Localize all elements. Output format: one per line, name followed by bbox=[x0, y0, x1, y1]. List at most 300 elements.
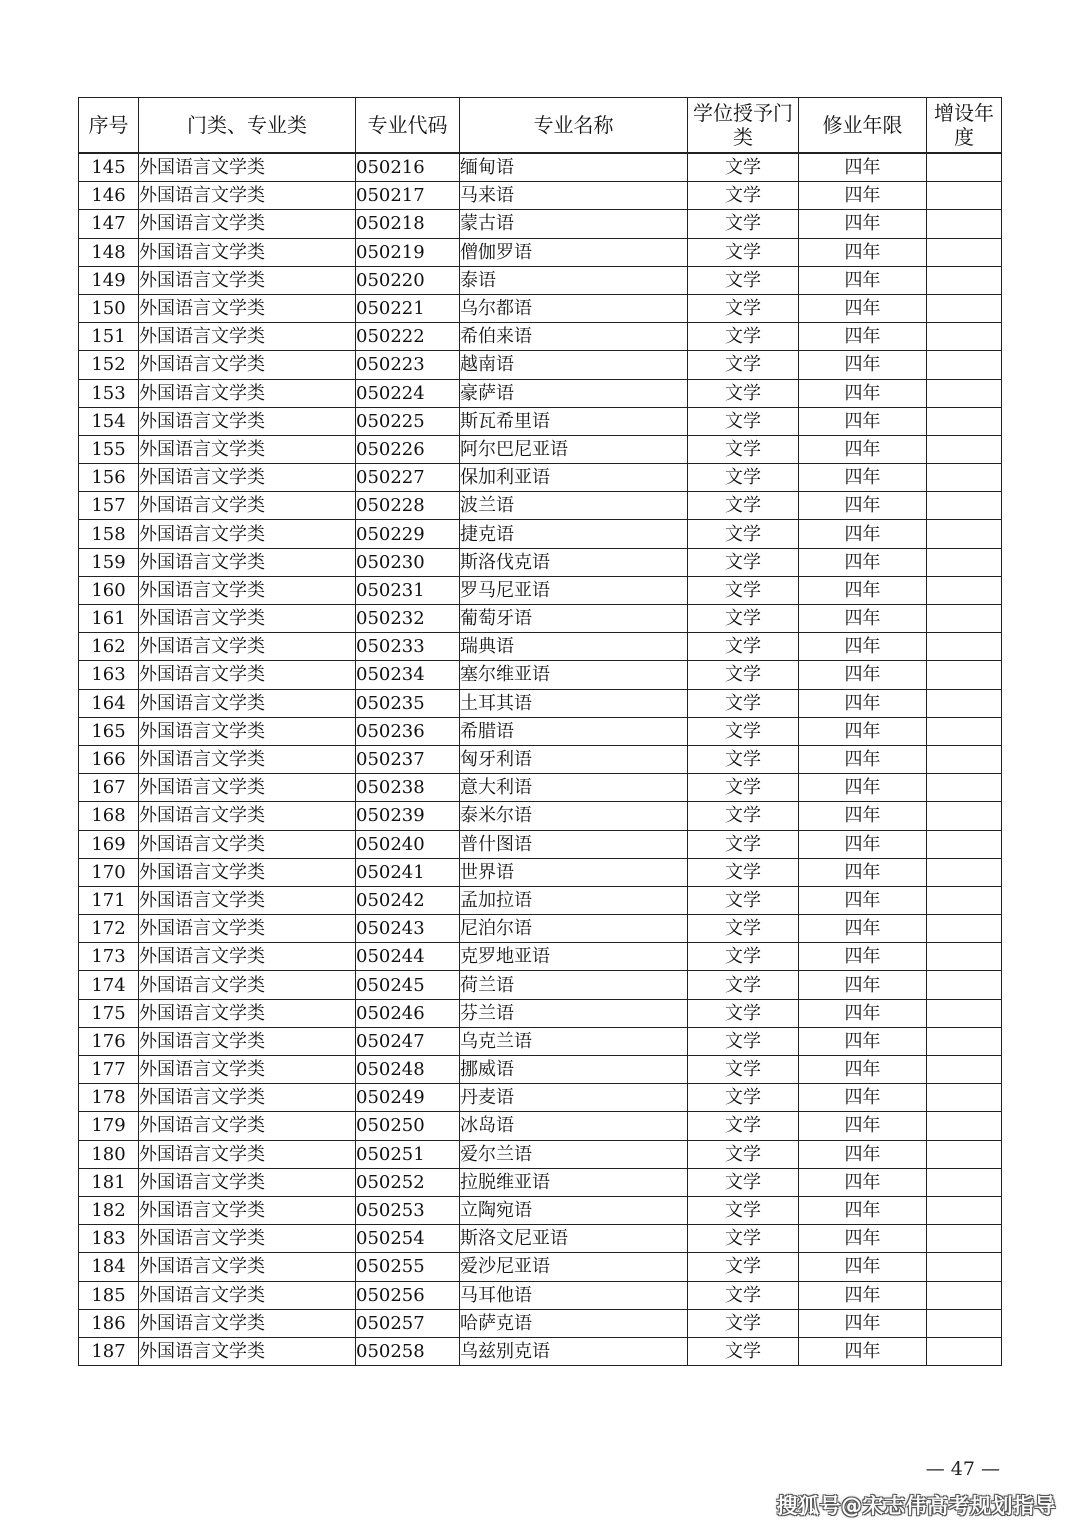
cell-code: 050238 bbox=[356, 774, 460, 802]
cell-name: 马耳他语 bbox=[460, 1281, 688, 1309]
cell-added bbox=[927, 210, 1002, 238]
cell-seq: 156 bbox=[79, 464, 139, 492]
cell-degree: 文学 bbox=[688, 1337, 799, 1365]
cell-seq: 149 bbox=[79, 266, 139, 294]
cell-degree: 文学 bbox=[688, 1084, 799, 1112]
cell-years: 四年 bbox=[799, 266, 927, 294]
cell-seq: 151 bbox=[79, 323, 139, 351]
table-row bbox=[79, 182, 1002, 210]
table-row bbox=[79, 689, 1002, 717]
cell-name: 蒙古语 bbox=[460, 210, 688, 238]
cell-years: 四年 bbox=[799, 435, 927, 463]
table-row bbox=[79, 774, 1002, 802]
cell-years: 四年 bbox=[799, 210, 927, 238]
cell-degree: 文学 bbox=[688, 464, 799, 492]
cell-code: 050253 bbox=[356, 1196, 460, 1224]
cell-seq: 184 bbox=[79, 1253, 139, 1281]
cell-name: 乌兹别克语 bbox=[460, 1337, 688, 1365]
cell-seq: 153 bbox=[79, 379, 139, 407]
cell-name: 丹麦语 bbox=[460, 1084, 688, 1112]
table-row bbox=[79, 943, 1002, 971]
cell-category: 外国语言文学类 bbox=[139, 351, 356, 379]
cell-seq: 179 bbox=[79, 1112, 139, 1140]
cell-degree: 文学 bbox=[688, 407, 799, 435]
cell-code: 050257 bbox=[356, 1309, 460, 1337]
cell-category: 外国语言文学类 bbox=[139, 802, 356, 830]
cell-code: 050248 bbox=[356, 1056, 460, 1084]
cell-years: 四年 bbox=[799, 774, 927, 802]
cell-years: 四年 bbox=[799, 1225, 927, 1253]
table-row bbox=[79, 1112, 1002, 1140]
cell-years: 四年 bbox=[799, 717, 927, 745]
cell-seq: 161 bbox=[79, 605, 139, 633]
cell-years: 四年 bbox=[799, 520, 927, 548]
cell-category: 外国语言文学类 bbox=[139, 774, 356, 802]
cell-years: 四年 bbox=[799, 1281, 927, 1309]
major-catalog-table bbox=[78, 97, 1002, 1366]
cell-seq: 186 bbox=[79, 1309, 139, 1337]
cell-seq: 160 bbox=[79, 576, 139, 604]
table-row bbox=[79, 153, 1002, 182]
header-name: 专业名称 bbox=[460, 98, 688, 154]
cell-seq: 177 bbox=[79, 1056, 139, 1084]
cell-degree: 文学 bbox=[688, 323, 799, 351]
cell-name: 豪萨语 bbox=[460, 379, 688, 407]
cell-degree: 文学 bbox=[688, 830, 799, 858]
cell-category: 外国语言文学类 bbox=[139, 633, 356, 661]
cell-years: 四年 bbox=[799, 999, 927, 1027]
cell-name: 斯洛文尼亚语 bbox=[460, 1225, 688, 1253]
cell-code: 050219 bbox=[356, 238, 460, 266]
cell-category: 外国语言文学类 bbox=[139, 464, 356, 492]
cell-name: 僧伽罗语 bbox=[460, 238, 688, 266]
cell-seq: 165 bbox=[79, 717, 139, 745]
cell-years: 四年 bbox=[799, 605, 927, 633]
cell-code: 050236 bbox=[356, 717, 460, 745]
cell-category: 外国语言文学类 bbox=[139, 745, 356, 773]
cell-seq: 154 bbox=[79, 407, 139, 435]
cell-name: 希伯来语 bbox=[460, 323, 688, 351]
cell-name: 土耳其语 bbox=[460, 689, 688, 717]
cell-added bbox=[927, 858, 1002, 886]
cell-degree: 文学 bbox=[688, 943, 799, 971]
table-row bbox=[79, 492, 1002, 520]
cell-code: 050243 bbox=[356, 915, 460, 943]
cell-name: 保加利亚语 bbox=[460, 464, 688, 492]
cell-code: 050246 bbox=[356, 999, 460, 1027]
cell-seq: 146 bbox=[79, 182, 139, 210]
cell-years: 四年 bbox=[799, 1309, 927, 1337]
cell-code: 050239 bbox=[356, 802, 460, 830]
table-row bbox=[79, 464, 1002, 492]
table-row bbox=[79, 633, 1002, 661]
cell-category: 外国语言文学类 bbox=[139, 605, 356, 633]
cell-degree: 文学 bbox=[688, 661, 799, 689]
header-degree: 学位授予门类 bbox=[688, 98, 799, 154]
cell-degree: 文学 bbox=[688, 492, 799, 520]
cell-code: 050232 bbox=[356, 605, 460, 633]
cell-code: 050233 bbox=[356, 633, 460, 661]
cell-added bbox=[927, 1337, 1002, 1365]
cell-category: 外国语言文学类 bbox=[139, 492, 356, 520]
table-row bbox=[79, 1309, 1002, 1337]
cell-name: 葡萄牙语 bbox=[460, 605, 688, 633]
cell-seq: 162 bbox=[79, 633, 139, 661]
cell-degree: 文学 bbox=[688, 210, 799, 238]
cell-category: 外国语言文学类 bbox=[139, 210, 356, 238]
table-row bbox=[79, 1056, 1002, 1084]
cell-name: 立陶宛语 bbox=[460, 1196, 688, 1224]
table-row bbox=[79, 520, 1002, 548]
table-row bbox=[79, 915, 1002, 943]
cell-years: 四年 bbox=[799, 238, 927, 266]
cell-degree: 文学 bbox=[688, 294, 799, 322]
cell-seq: 155 bbox=[79, 435, 139, 463]
cell-category: 外国语言文学类 bbox=[139, 689, 356, 717]
table-body bbox=[79, 153, 1002, 1366]
cell-degree: 文学 bbox=[688, 520, 799, 548]
cell-years: 四年 bbox=[799, 661, 927, 689]
cell-seq: 170 bbox=[79, 858, 139, 886]
cell-years: 四年 bbox=[799, 576, 927, 604]
cell-category: 外国语言文学类 bbox=[139, 182, 356, 210]
cell-years: 四年 bbox=[799, 1253, 927, 1281]
cell-category: 外国语言文学类 bbox=[139, 1140, 356, 1168]
table-row bbox=[79, 576, 1002, 604]
cell-code: 050247 bbox=[356, 1027, 460, 1055]
cell-code: 050235 bbox=[356, 689, 460, 717]
cell-seq: 180 bbox=[79, 1140, 139, 1168]
cell-category: 外国语言文学类 bbox=[139, 1225, 356, 1253]
cell-degree: 文学 bbox=[688, 1027, 799, 1055]
cell-degree: 文学 bbox=[688, 435, 799, 463]
table-row bbox=[79, 1027, 1002, 1055]
table-row bbox=[79, 435, 1002, 463]
cell-years: 四年 bbox=[799, 294, 927, 322]
cell-added bbox=[927, 266, 1002, 294]
cell-years: 四年 bbox=[799, 858, 927, 886]
cell-seq: 147 bbox=[79, 210, 139, 238]
cell-code: 050244 bbox=[356, 943, 460, 971]
cell-name: 爱沙尼亚语 bbox=[460, 1253, 688, 1281]
cell-degree: 文学 bbox=[688, 1281, 799, 1309]
cell-name: 意大利语 bbox=[460, 774, 688, 802]
table-row bbox=[79, 802, 1002, 830]
cell-degree: 文学 bbox=[688, 1225, 799, 1253]
cell-seq: 158 bbox=[79, 520, 139, 548]
cell-seq: 174 bbox=[79, 971, 139, 999]
cell-years: 四年 bbox=[799, 1168, 927, 1196]
table-row bbox=[79, 1225, 1002, 1253]
table-row bbox=[79, 548, 1002, 576]
cell-added bbox=[927, 323, 1002, 351]
table-row bbox=[79, 605, 1002, 633]
cell-code: 050217 bbox=[356, 182, 460, 210]
cell-category: 外国语言文学类 bbox=[139, 1084, 356, 1112]
cell-added bbox=[927, 774, 1002, 802]
cell-code: 050228 bbox=[356, 492, 460, 520]
cell-category: 外国语言文学类 bbox=[139, 379, 356, 407]
cell-years: 四年 bbox=[799, 492, 927, 520]
cell-added bbox=[927, 689, 1002, 717]
cell-degree: 文学 bbox=[688, 717, 799, 745]
cell-code: 050252 bbox=[356, 1168, 460, 1196]
cell-category: 外国语言文学类 bbox=[139, 1112, 356, 1140]
header-added: 增设年度 bbox=[927, 98, 1002, 154]
table-row bbox=[79, 1140, 1002, 1168]
cell-degree: 文学 bbox=[688, 745, 799, 773]
cell-category: 外国语言文学类 bbox=[139, 1309, 356, 1337]
cell-category: 外国语言文学类 bbox=[139, 1027, 356, 1055]
cell-years: 四年 bbox=[799, 1084, 927, 1112]
cell-category: 外国语言文学类 bbox=[139, 1168, 356, 1196]
cell-added bbox=[927, 576, 1002, 604]
cell-category: 外国语言文学类 bbox=[139, 943, 356, 971]
cell-category: 外国语言文学类 bbox=[139, 1253, 356, 1281]
cell-seq: 187 bbox=[79, 1337, 139, 1365]
cell-name: 塞尔维亚语 bbox=[460, 661, 688, 689]
cell-degree: 文学 bbox=[688, 802, 799, 830]
cell-added bbox=[927, 238, 1002, 266]
cell-degree: 文学 bbox=[688, 1196, 799, 1224]
cell-degree: 文学 bbox=[688, 1112, 799, 1140]
cell-degree: 文学 bbox=[688, 999, 799, 1027]
cell-added bbox=[927, 915, 1002, 943]
header-years: 修业年限 bbox=[799, 98, 927, 154]
cell-name: 马来语 bbox=[460, 182, 688, 210]
cell-years: 四年 bbox=[799, 351, 927, 379]
cell-years: 四年 bbox=[799, 802, 927, 830]
cell-added bbox=[927, 999, 1002, 1027]
cell-seq: 183 bbox=[79, 1225, 139, 1253]
cell-added bbox=[927, 633, 1002, 661]
cell-name: 波兰语 bbox=[460, 492, 688, 520]
cell-name: 荷兰语 bbox=[460, 971, 688, 999]
cell-category: 外国语言文学类 bbox=[139, 435, 356, 463]
table-row bbox=[79, 1281, 1002, 1309]
table-row bbox=[79, 971, 1002, 999]
cell-category: 外国语言文学类 bbox=[139, 576, 356, 604]
cell-code: 050226 bbox=[356, 435, 460, 463]
cell-seq: 152 bbox=[79, 351, 139, 379]
table-row bbox=[79, 1084, 1002, 1112]
cell-name: 乌尔都语 bbox=[460, 294, 688, 322]
cell-years: 四年 bbox=[799, 323, 927, 351]
cell-added bbox=[927, 1084, 1002, 1112]
cell-years: 四年 bbox=[799, 1196, 927, 1224]
cell-code: 050230 bbox=[356, 548, 460, 576]
cell-seq: 171 bbox=[79, 886, 139, 914]
cell-added bbox=[927, 971, 1002, 999]
cell-added bbox=[927, 1309, 1002, 1337]
cell-added bbox=[927, 407, 1002, 435]
cell-years: 四年 bbox=[799, 153, 927, 182]
cell-added bbox=[927, 717, 1002, 745]
cell-years: 四年 bbox=[799, 464, 927, 492]
cell-name: 瑞典语 bbox=[460, 633, 688, 661]
cell-category: 外国语言文学类 bbox=[139, 915, 356, 943]
table-row bbox=[79, 266, 1002, 294]
cell-added bbox=[927, 379, 1002, 407]
cell-seq: 145 bbox=[79, 153, 139, 182]
cell-code: 050227 bbox=[356, 464, 460, 492]
cell-added bbox=[927, 1027, 1002, 1055]
cell-degree: 文学 bbox=[688, 886, 799, 914]
cell-code: 050240 bbox=[356, 830, 460, 858]
cell-code: 050223 bbox=[356, 351, 460, 379]
cell-degree: 文学 bbox=[688, 576, 799, 604]
cell-seq: 148 bbox=[79, 238, 139, 266]
cell-years: 四年 bbox=[799, 407, 927, 435]
cell-years: 四年 bbox=[799, 1140, 927, 1168]
cell-name: 希腊语 bbox=[460, 717, 688, 745]
cell-category: 外国语言文学类 bbox=[139, 294, 356, 322]
cell-code: 050222 bbox=[356, 323, 460, 351]
page-number: — 47 — bbox=[925, 1458, 1000, 1480]
cell-years: 四年 bbox=[799, 971, 927, 999]
cell-years: 四年 bbox=[799, 1337, 927, 1365]
cell-category: 外国语言文学类 bbox=[139, 858, 356, 886]
cell-added bbox=[927, 802, 1002, 830]
cell-degree: 文学 bbox=[688, 605, 799, 633]
cell-seq: 169 bbox=[79, 830, 139, 858]
cell-code: 050229 bbox=[356, 520, 460, 548]
cell-added bbox=[927, 548, 1002, 576]
cell-name: 爱尔兰语 bbox=[460, 1140, 688, 1168]
cell-name: 普什图语 bbox=[460, 830, 688, 858]
cell-code: 050258 bbox=[356, 1337, 460, 1365]
cell-degree: 文学 bbox=[688, 1309, 799, 1337]
watermark: 搜狐号@宋志伟高考规划指导 bbox=[776, 1494, 1056, 1518]
table-row bbox=[79, 323, 1002, 351]
cell-name: 乌克兰语 bbox=[460, 1027, 688, 1055]
cell-name: 缅甸语 bbox=[460, 153, 688, 182]
table-row bbox=[79, 210, 1002, 238]
cell-added bbox=[927, 1225, 1002, 1253]
cell-seq: 185 bbox=[79, 1281, 139, 1309]
cell-degree: 文学 bbox=[688, 548, 799, 576]
cell-added bbox=[927, 1196, 1002, 1224]
cell-seq: 163 bbox=[79, 661, 139, 689]
cell-years: 四年 bbox=[799, 745, 927, 773]
cell-degree: 文学 bbox=[688, 153, 799, 182]
cell-name: 克罗地亚语 bbox=[460, 943, 688, 971]
table-row bbox=[79, 1337, 1002, 1365]
table-row bbox=[79, 661, 1002, 689]
cell-seq: 168 bbox=[79, 802, 139, 830]
cell-name: 泰米尔语 bbox=[460, 802, 688, 830]
table-row bbox=[79, 830, 1002, 858]
cell-name: 冰岛语 bbox=[460, 1112, 688, 1140]
table-row bbox=[79, 858, 1002, 886]
cell-category: 外国语言文学类 bbox=[139, 520, 356, 548]
cell-seq: 157 bbox=[79, 492, 139, 520]
cell-code: 050237 bbox=[356, 745, 460, 773]
cell-name: 捷克语 bbox=[460, 520, 688, 548]
cell-added bbox=[927, 492, 1002, 520]
cell-added bbox=[927, 886, 1002, 914]
cell-code: 050254 bbox=[356, 1225, 460, 1253]
table-row bbox=[79, 1168, 1002, 1196]
table-row bbox=[79, 745, 1002, 773]
cell-name: 尼泊尔语 bbox=[460, 915, 688, 943]
cell-years: 四年 bbox=[799, 689, 927, 717]
cell-degree: 文学 bbox=[688, 689, 799, 717]
cell-category: 外国语言文学类 bbox=[139, 1196, 356, 1224]
table-row bbox=[79, 351, 1002, 379]
cell-code: 050245 bbox=[356, 971, 460, 999]
cell-code: 050249 bbox=[356, 1084, 460, 1112]
cell-name: 挪威语 bbox=[460, 1056, 688, 1084]
header-seq: 序号 bbox=[79, 98, 139, 154]
cell-seq: 176 bbox=[79, 1027, 139, 1055]
cell-added bbox=[927, 661, 1002, 689]
cell-name: 阿尔巴尼亚语 bbox=[460, 435, 688, 463]
cell-years: 四年 bbox=[799, 886, 927, 914]
cell-degree: 文学 bbox=[688, 774, 799, 802]
table-row bbox=[79, 1253, 1002, 1281]
cell-added bbox=[927, 830, 1002, 858]
cell-category: 外国语言文学类 bbox=[139, 886, 356, 914]
header-code: 专业代码 bbox=[356, 98, 460, 154]
cell-name: 斯瓦希里语 bbox=[460, 407, 688, 435]
cell-years: 四年 bbox=[799, 1112, 927, 1140]
cell-degree: 文学 bbox=[688, 351, 799, 379]
cell-added bbox=[927, 294, 1002, 322]
cell-name: 罗马尼亚语 bbox=[460, 576, 688, 604]
table-row bbox=[79, 407, 1002, 435]
cell-code: 050251 bbox=[356, 1140, 460, 1168]
cell-code: 050250 bbox=[356, 1112, 460, 1140]
cell-degree: 文学 bbox=[688, 1140, 799, 1168]
cell-seq: 167 bbox=[79, 774, 139, 802]
cell-years: 四年 bbox=[799, 379, 927, 407]
cell-category: 外国语言文学类 bbox=[139, 830, 356, 858]
cell-added bbox=[927, 182, 1002, 210]
cell-degree: 文学 bbox=[688, 915, 799, 943]
cell-seq: 181 bbox=[79, 1168, 139, 1196]
cell-code: 050241 bbox=[356, 858, 460, 886]
cell-category: 外国语言文学类 bbox=[139, 238, 356, 266]
cell-code: 050234 bbox=[356, 661, 460, 689]
cell-years: 四年 bbox=[799, 915, 927, 943]
cell-years: 四年 bbox=[799, 182, 927, 210]
cell-category: 外国语言文学类 bbox=[139, 1056, 356, 1084]
cell-degree: 文学 bbox=[688, 266, 799, 294]
cell-code: 050231 bbox=[356, 576, 460, 604]
cell-category: 外国语言文学类 bbox=[139, 999, 356, 1027]
cell-name: 芬兰语 bbox=[460, 999, 688, 1027]
cell-degree: 文学 bbox=[688, 238, 799, 266]
cell-years: 四年 bbox=[799, 1056, 927, 1084]
cell-code: 050221 bbox=[356, 294, 460, 322]
table-row bbox=[79, 717, 1002, 745]
cell-category: 外国语言文学类 bbox=[139, 407, 356, 435]
cell-category: 外国语言文学类 bbox=[139, 266, 356, 294]
cell-code: 050220 bbox=[356, 266, 460, 294]
cell-degree: 文学 bbox=[688, 633, 799, 661]
cell-category: 外国语言文学类 bbox=[139, 661, 356, 689]
table-row bbox=[79, 379, 1002, 407]
cell-added bbox=[927, 605, 1002, 633]
cell-seq: 178 bbox=[79, 1084, 139, 1112]
cell-seq: 173 bbox=[79, 943, 139, 971]
cell-added bbox=[927, 1168, 1002, 1196]
cell-code: 050256 bbox=[356, 1281, 460, 1309]
cell-added bbox=[927, 1281, 1002, 1309]
cell-seq: 172 bbox=[79, 915, 139, 943]
cell-added bbox=[927, 520, 1002, 548]
